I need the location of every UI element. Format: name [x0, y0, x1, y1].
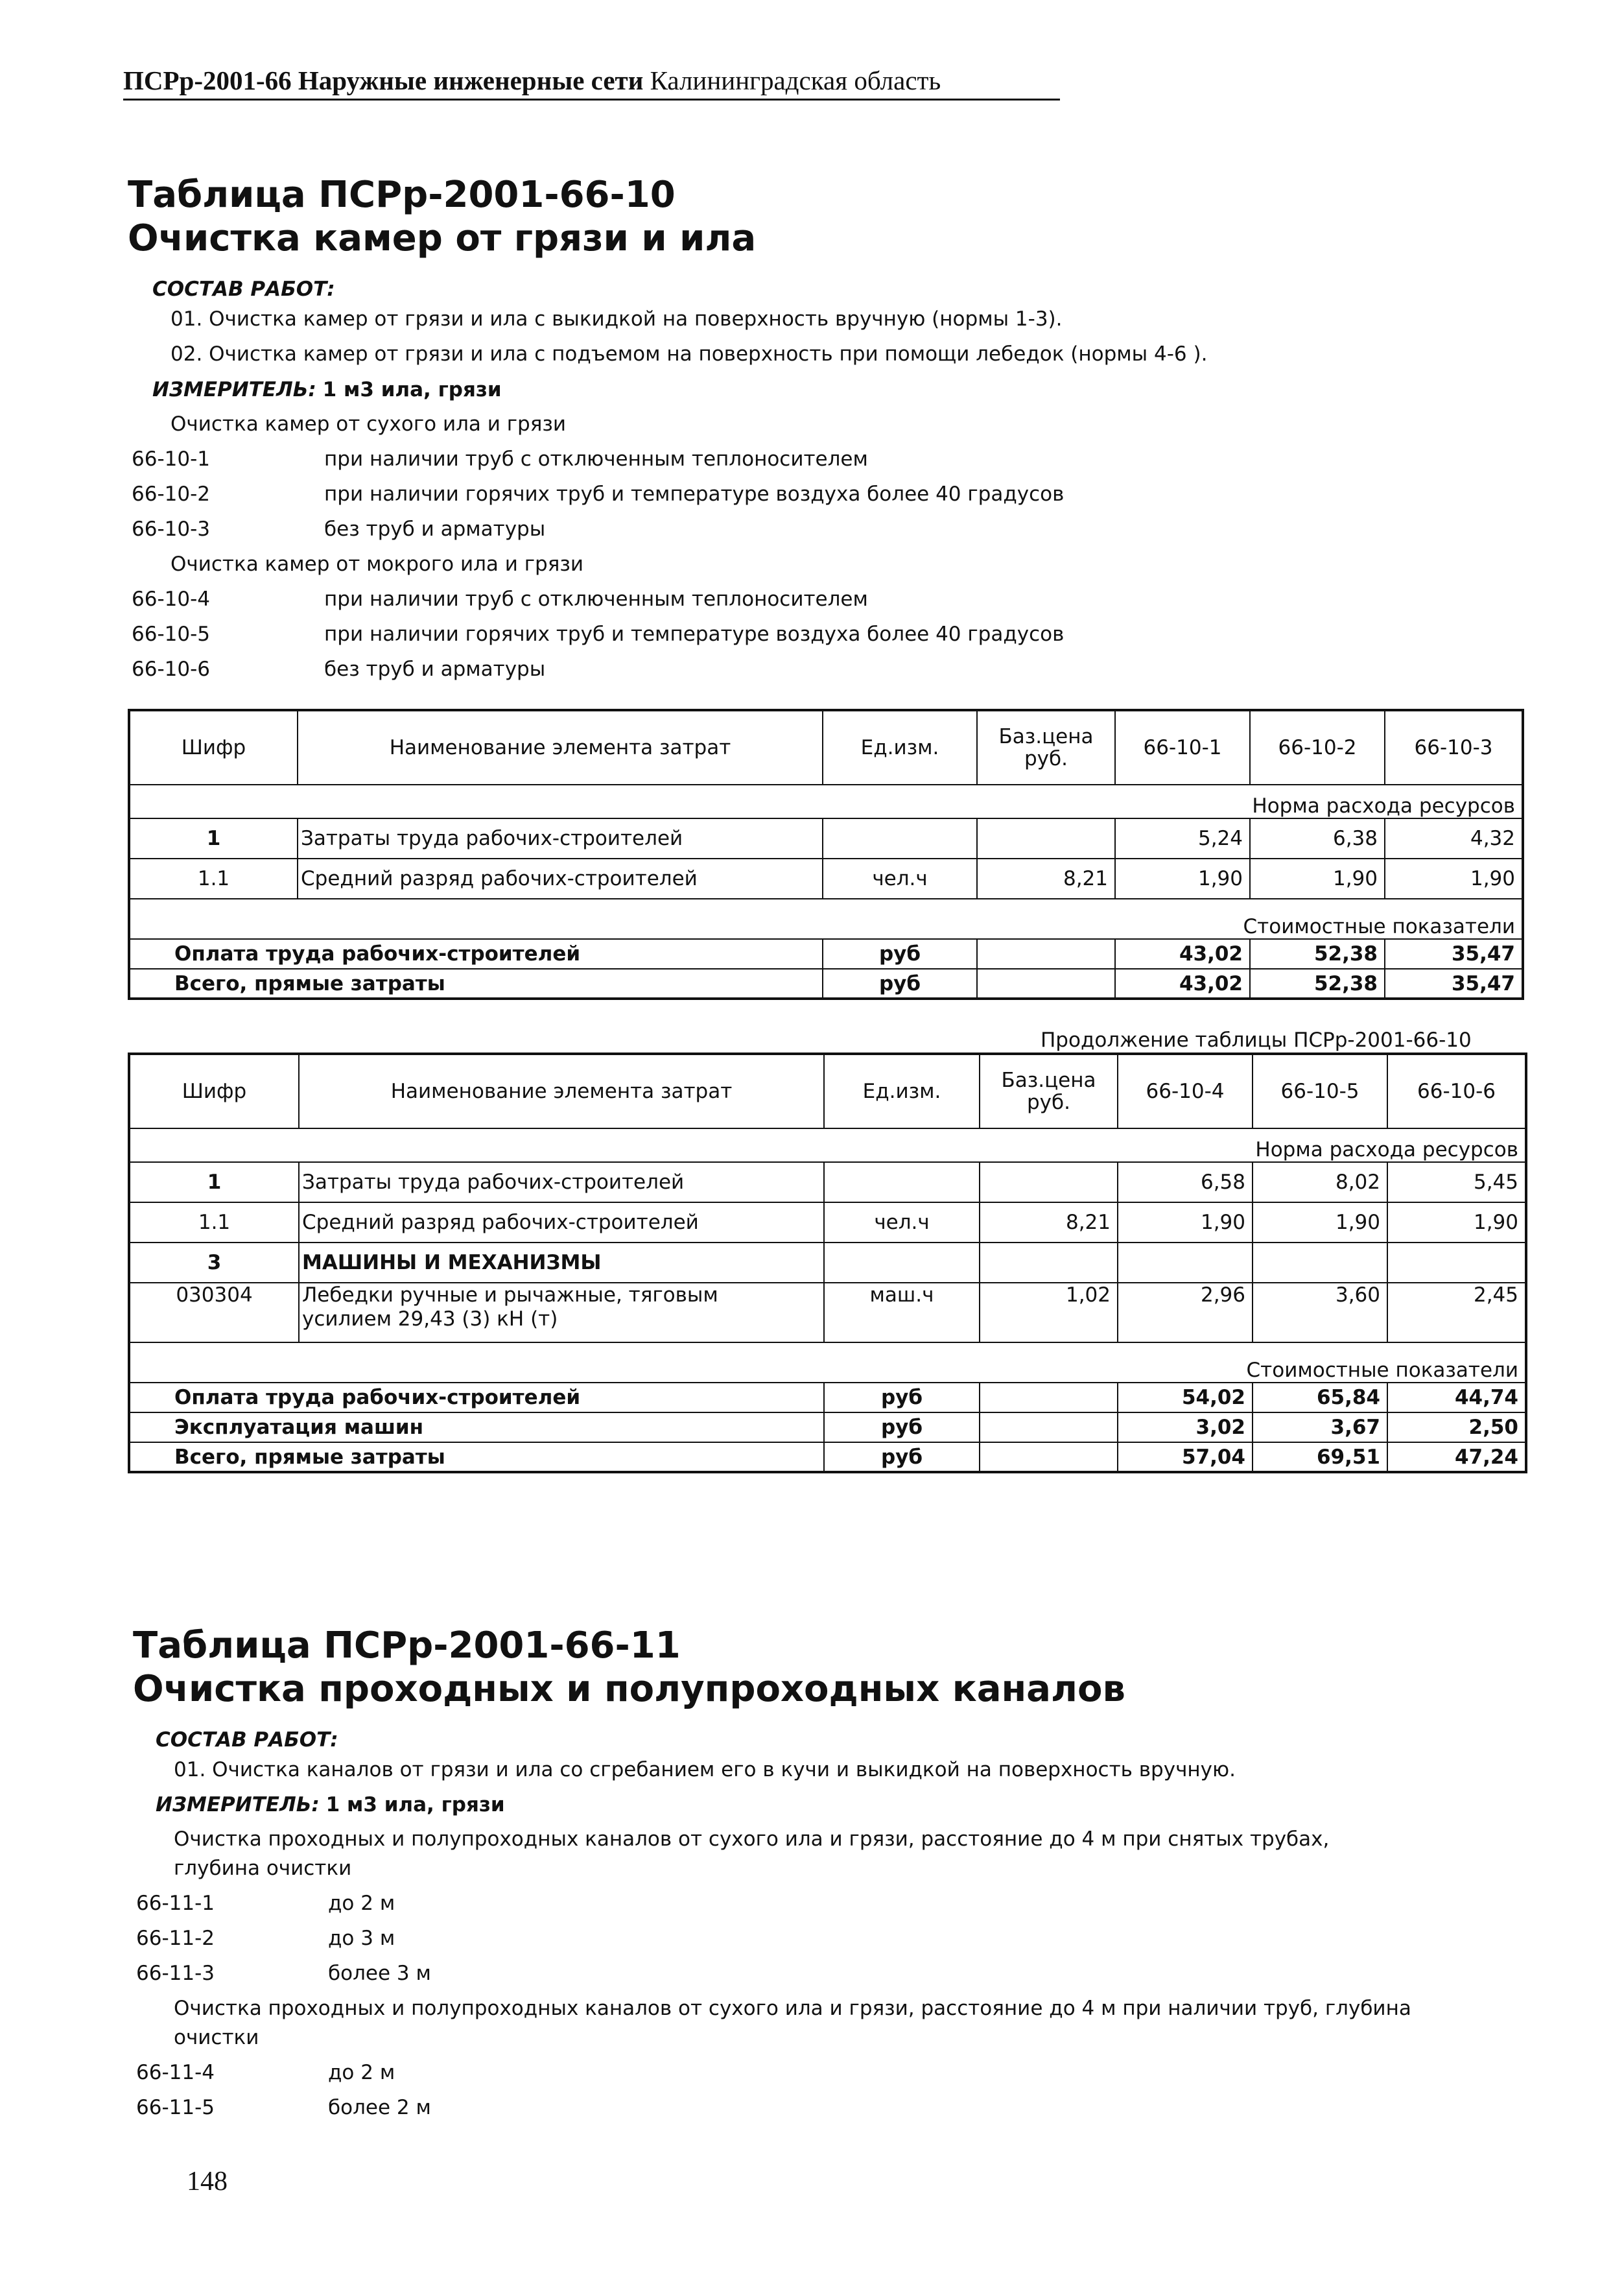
total-value: 43,02 — [1115, 969, 1250, 999]
row-price: 1,02 — [980, 1283, 1118, 1342]
row-price — [977, 818, 1115, 859]
row-name: Средний разряд рабочих-строителей — [299, 1202, 824, 1243]
row-name: Затраты труда рабочих-строителей — [299, 1162, 824, 1202]
row-value: 2,45 — [1387, 1283, 1526, 1342]
row-name: Затраты труда рабочих-строителей — [298, 818, 823, 859]
measure-label: ИЗМЕРИТЕЛЬ: — [156, 1793, 320, 1816]
header-cell: Баз.цена руб. — [980, 1054, 1118, 1128]
table-10-subtitle: Очистка камер от грязи и ила — [128, 217, 757, 259]
code-label: 66-11-4 — [136, 2061, 215, 2084]
total-price — [980, 1442, 1118, 1472]
section-row — [129, 1128, 1526, 1162]
header-cell: Баз.цена руб. — [977, 710, 1115, 785]
total-value: 44,74 — [1387, 1383, 1526, 1412]
page-number: 148 — [187, 2167, 228, 2196]
row-code: 030304 — [129, 1283, 299, 1342]
section-row — [129, 899, 1523, 939]
code-label: 66-10-3 — [132, 517, 210, 541]
header-cell: Шифр — [129, 710, 298, 785]
code-desc: без труб и арматуры — [324, 517, 546, 541]
row-value: 4,32 — [1385, 818, 1523, 859]
row-value — [1387, 1243, 1526, 1283]
header-cell: Наименование элемента затрат — [298, 710, 823, 785]
total-row — [129, 969, 1523, 999]
row-value: 1,90 — [1253, 1202, 1387, 1243]
total-value: 65,84 — [1253, 1383, 1387, 1412]
table-row — [129, 1283, 1526, 1342]
code-label: 66-11-2 — [136, 1927, 215, 1950]
header-cell: 66-10-3 — [1385, 710, 1523, 785]
code-desc: при наличии горячих труб и температуре воздуха более 40 градусов — [324, 623, 1065, 646]
code-desc: до 3 м — [328, 1927, 395, 1950]
row-unit: чел.ч — [823, 859, 977, 899]
running-header — [123, 65, 941, 96]
header-cell: Ед.изм. — [823, 710, 977, 785]
row-value: 1,90 — [1115, 859, 1250, 899]
code-desc: до 2 м — [328, 2061, 395, 2084]
row-code: 1.1 — [129, 1202, 299, 1243]
row-value: 5,45 — [1387, 1162, 1526, 1202]
header-cell: 66-10-1 — [1115, 710, 1250, 785]
code-label: 66-11-5 — [136, 2096, 215, 2119]
machines-title: МАШИНЫ И МЕХАНИЗМЫ — [299, 1243, 824, 1283]
group-title: очистки — [174, 2026, 259, 2049]
total-unit: руб — [824, 1442, 980, 1472]
header-cell: 66-10-5 — [1253, 1054, 1387, 1128]
group-title: Очистка проходных и полупроходных каналов от сухого ила и грязи, расстояние до 4 м при снятых трубах, — [174, 1827, 1330, 1851]
code-label: 66-10-2 — [132, 482, 210, 506]
total-unit: руб — [824, 1383, 980, 1412]
section-row — [129, 785, 1523, 818]
row-price — [980, 1243, 1118, 1283]
total-value: 43,02 — [1115, 939, 1250, 969]
header-cell: Шифр — [129, 1054, 299, 1128]
code-desc: без труб и арматуры — [324, 658, 546, 681]
total-name: Оплата труда рабочих-строителей — [129, 939, 823, 969]
total-value: 47,24 — [1387, 1442, 1526, 1472]
code-label: 66-10-1 — [132, 447, 210, 471]
header-region: Калининградская область — [650, 65, 941, 95]
row-value: 2,96 — [1118, 1283, 1253, 1342]
resource-table-a — [128, 709, 1524, 1000]
total-value: 69,51 — [1253, 1442, 1387, 1472]
resource-table-b — [128, 1053, 1527, 1473]
row-price — [980, 1162, 1118, 1202]
table-row — [129, 1162, 1526, 1202]
code-desc: при наличии труб с отключенным теплоносителем — [324, 447, 868, 471]
total-name: Всего, прямые затраты — [129, 1442, 824, 1472]
total-row — [129, 1412, 1526, 1442]
work-item: 02. Очистка камер от грязи и ила с подъемом на поверхность при помощи лебедок (нормы 4-6 ). — [171, 342, 1208, 366]
row-value — [1253, 1243, 1387, 1283]
total-name: Эксплуатация машин — [129, 1412, 824, 1442]
stoim-label: Стоимостные показатели — [129, 1342, 1526, 1383]
row-value: 8,02 — [1253, 1162, 1387, 1202]
header-cell: Ед.изм. — [824, 1054, 980, 1128]
row-value: 1,90 — [1387, 1202, 1526, 1243]
total-row — [129, 939, 1523, 969]
row-value: 6,58 — [1118, 1162, 1253, 1202]
total-value: 52,38 — [1250, 969, 1385, 999]
row-name-line: Лебедки ручные и рычажные, тяговым — [302, 1283, 718, 1307]
row-unit — [824, 1243, 980, 1283]
group-title: Очистка проходных и полупроходных каналов от сухого ила и грязи, расстояние до 4 м при наличии труб, глубина — [174, 1997, 1411, 2020]
continuation-label: Продолжение таблицы ПСРр-2001-66-10 — [1041, 1029, 1472, 1052]
group-title: Очистка камер от сухого ила и грязи — [171, 412, 566, 436]
row-value: 1,90 — [1250, 859, 1385, 899]
total-unit: руб — [823, 939, 977, 969]
group-title: глубина очистки — [174, 1857, 352, 1880]
row-value: 5,24 — [1115, 818, 1250, 859]
code-desc: при наличии труб с отключенным теплоносителем — [324, 588, 868, 611]
sostav-label: СОСТАВ РАБОТ: — [156, 1728, 338, 1752]
row-name-line: усилием 29,43 (3) кН (т) — [302, 1307, 558, 1331]
code-desc: более 2 м — [328, 2096, 431, 2119]
row-value: 1,90 — [1385, 859, 1523, 899]
total-value: 54,02 — [1118, 1383, 1253, 1412]
row-unit — [823, 818, 977, 859]
measure-line — [152, 378, 502, 401]
table-10-title: Таблица ПСРр-2001-66-10 — [128, 174, 676, 216]
row-name — [299, 1283, 824, 1342]
row-code: 1 — [129, 1162, 299, 1202]
header-cell: 66-10-6 — [1387, 1054, 1526, 1128]
code-label: 66-10-5 — [132, 623, 210, 646]
total-unit: руб — [824, 1412, 980, 1442]
total-value: 3,02 — [1118, 1412, 1253, 1442]
work-item: 01. Очистка каналов от грязи и ила со сгребанием его в кучи и выкидкой на поверхность вручную. — [174, 1758, 1236, 1781]
code-label: 66-10-6 — [132, 658, 210, 681]
row-price: 8,21 — [980, 1202, 1118, 1243]
row-value: 1,90 — [1118, 1202, 1253, 1243]
table-row — [129, 859, 1523, 899]
total-price — [977, 969, 1115, 999]
row-code: 1.1 — [129, 859, 298, 899]
table-11-title: Таблица ПСРр-2001-66-11 — [133, 1624, 681, 1667]
total-value: 2,50 — [1387, 1412, 1526, 1442]
measure-line — [156, 1793, 505, 1816]
measure-value: 1 м3 ила, грязи — [325, 1793, 505, 1816]
sostav-label: СОСТАВ РАБОТ: — [152, 278, 335, 301]
code-label: 66-10-4 — [132, 588, 210, 611]
total-value: 57,04 — [1118, 1442, 1253, 1472]
total-value: 35,47 — [1385, 969, 1523, 999]
table-header-row — [129, 710, 1523, 785]
total-price — [977, 939, 1115, 969]
code-label: 66-11-3 — [136, 1962, 215, 1985]
header-cell: 66-10-2 — [1250, 710, 1385, 785]
total-row — [129, 1442, 1526, 1472]
row-unit: маш.ч — [824, 1283, 980, 1342]
table-row — [129, 1202, 1526, 1243]
total-value: 35,47 — [1385, 939, 1523, 969]
code-desc: более 3 м — [328, 1962, 431, 1985]
header-cell: Наименование элемента затрат — [299, 1054, 824, 1128]
row-code: 1 — [129, 818, 298, 859]
norma-label: Норма расхода ресурсов — [129, 1128, 1526, 1162]
row-value: 6,38 — [1250, 818, 1385, 859]
table-row — [129, 818, 1523, 859]
table-11-subtitle: Очистка проходных и полупроходных каналов — [133, 1668, 1125, 1710]
row-value — [1118, 1243, 1253, 1283]
measure-value: 1 м3 ила, грязи — [322, 378, 502, 401]
row-value: 3,60 — [1253, 1283, 1387, 1342]
row-unit: чел.ч — [824, 1202, 980, 1243]
code-desc: до 2 м — [328, 1892, 395, 1915]
code-label: 66-11-1 — [136, 1892, 215, 1915]
row-name: Средний разряд рабочих-строителей — [298, 859, 823, 899]
group-title: Очистка камер от мокрого ила и грязи — [171, 553, 584, 576]
total-name: Всего, прямые затраты — [129, 969, 823, 999]
total-row — [129, 1383, 1526, 1412]
total-value: 3,67 — [1253, 1412, 1387, 1442]
total-price — [980, 1412, 1118, 1442]
row-unit — [824, 1162, 980, 1202]
header-title: ПСРр-2001-66 Наружные инженерные сети — [123, 65, 644, 95]
norma-label: Норма расхода ресурсов — [129, 785, 1523, 818]
row-price: 8,21 — [977, 859, 1115, 899]
header-cell: 66-10-4 — [1118, 1054, 1253, 1128]
row-code: 3 — [129, 1243, 299, 1283]
total-name: Оплата труда рабочих-строителей — [129, 1383, 824, 1412]
table-header-row — [129, 1054, 1526, 1128]
total-value: 52,38 — [1250, 939, 1385, 969]
header-rule — [123, 99, 1060, 101]
code-desc: при наличии горячих труб и температуре воздуха более 40 градусов — [324, 482, 1065, 506]
stoim-label: Стоимостные показатели — [129, 899, 1523, 939]
total-unit: руб — [823, 969, 977, 999]
work-item: 01. Очистка камер от грязи и ила с выкидкой на поверхность вручную (нормы 1-3). — [171, 307, 1063, 331]
total-price — [980, 1383, 1118, 1412]
machines-header-row — [129, 1243, 1526, 1283]
section-row — [129, 1342, 1526, 1383]
measure-label: ИЗМЕРИТЕЛЬ: — [152, 378, 316, 401]
